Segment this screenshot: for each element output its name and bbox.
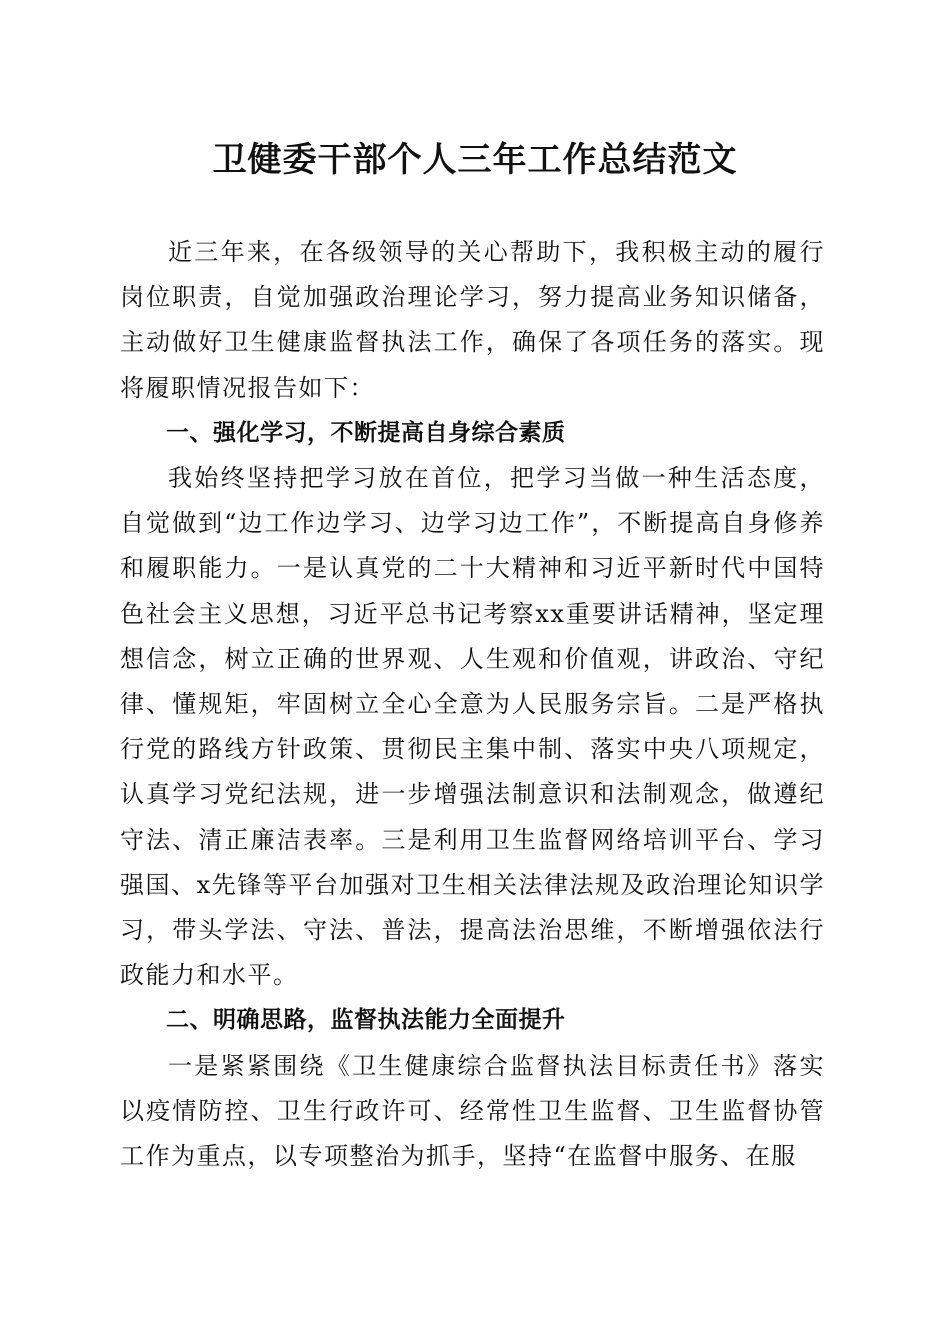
section-1-heading: 一、强化学习，不断提高自身综合素质 — [166, 419, 566, 446]
document-title: 卫健委干部个人三年工作总结范文 — [212, 140, 738, 180]
section-2-heading: 二、明确思路，监督执法能力全面提升 — [166, 1007, 566, 1034]
intro-paragraph: 近三年来，在各级领导的关心帮助下，我积极主动的履行岗位职责，自觉加强政治理论学习，努力提高业务知识储备，主动做好卫生健康监督执法工作，确保了各项任务的落实。现将履职情况报告如下： — [120, 238, 825, 402]
document-body — [120, 230, 825, 1179]
section-1-paragraph: 我始终坚持把学习放在首位，把学习当做一种生活态度，自觉做到“边工作边学习、边学习边工作”，不断提高自身修养和履职能力。一是认真党的二十大精神和习近平新时代中国特色社会主义思想，习近平总书记考察xx重要讲话精神，坚定理想信念，树立正确的世界观、人生观和价值观，讲政治、守纪律、懂规矩，牢固树立全心全意为人民服务宗旨。二是严格执行党的路线方针政策、贯彻民主集中制、落实中央八项规定，认真学习党纪法规，进一步增强法制意识和法制观念，做遵纪守法、清正廉洁表率。三是利用卫生监督网络培训平台、学习强国、x先锋等平台加强对卫生相关法律法规及政治理论知识学习，带头学法、守法、普法，提高法治思维，不断增强依法行政能力和水平。 — [120, 464, 825, 990]
section-2-paragraph: 一是紧紧围绕《卫生健康综合监督执法目标责任书》落实以疫情防控、卫生行政许可、经常性卫生监督、卫生监督协管工作为重点，以专项整治为抓手，坚持“在监督中服务、在服 — [120, 1051, 825, 1171]
